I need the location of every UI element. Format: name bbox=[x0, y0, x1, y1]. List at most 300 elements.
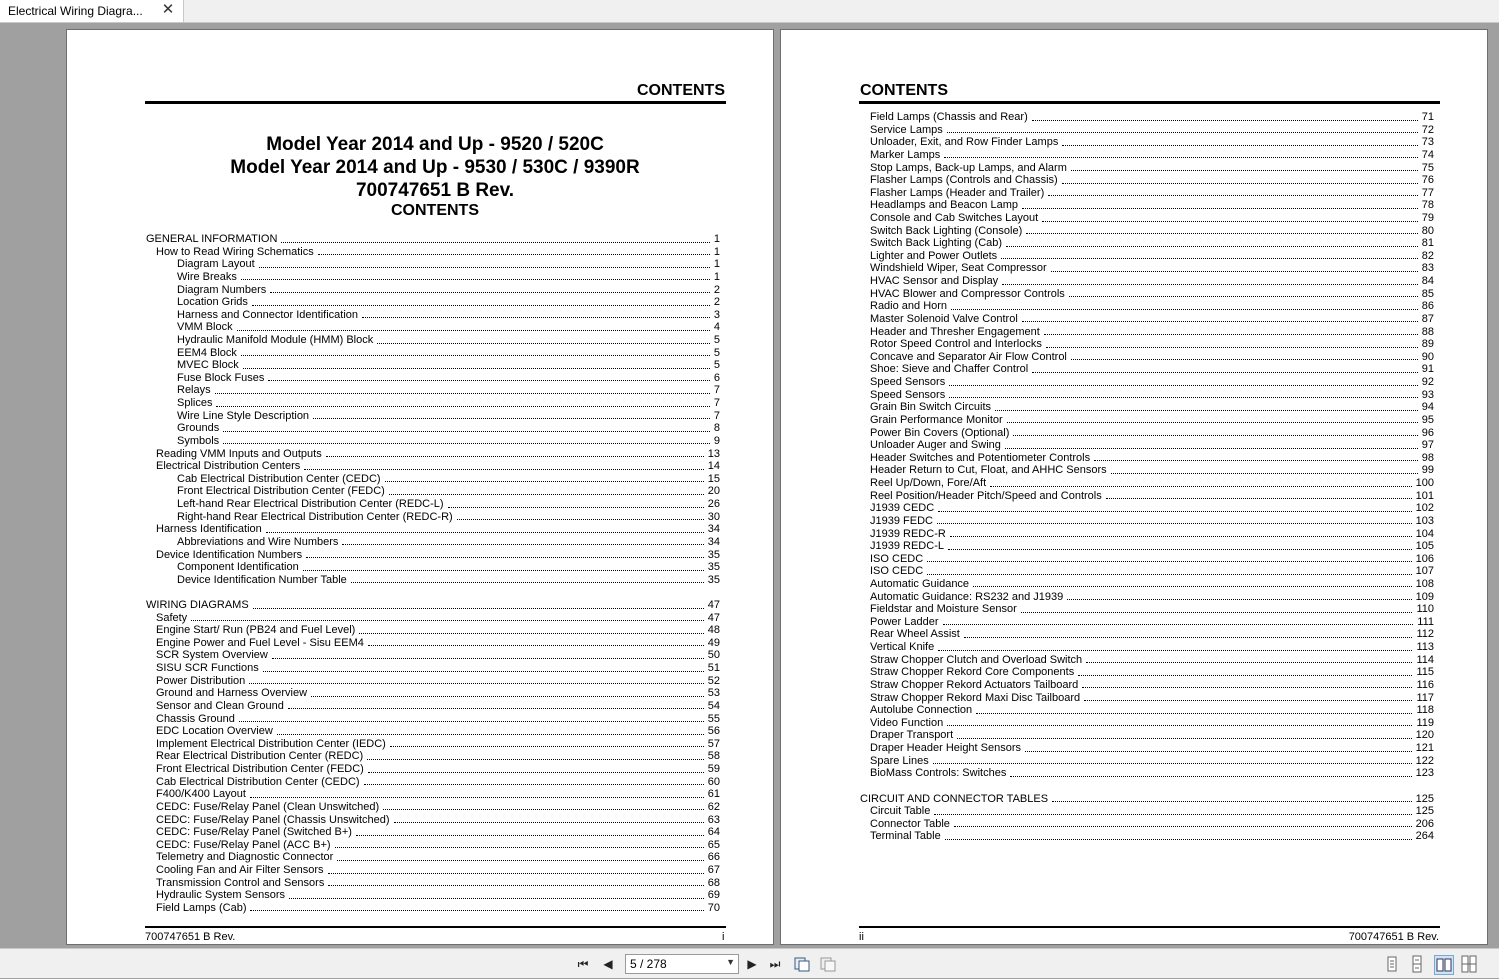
toc-entry-label: Electrical Distribution Centers bbox=[156, 460, 301, 473]
toc-leader bbox=[385, 481, 704, 482]
toc-entry[interactable] bbox=[156, 725, 720, 738]
toc-leader bbox=[243, 368, 710, 369]
toc-entry-label: Hydraulic System Sensors bbox=[156, 889, 285, 902]
toc-entry[interactable] bbox=[156, 839, 720, 852]
toc-entry[interactable] bbox=[870, 149, 1434, 162]
toc-entry-label: Field Lamps (Chassis and Rear) bbox=[870, 111, 1028, 123]
footer-page-number: ii bbox=[859, 931, 864, 943]
toc-entry[interactable] bbox=[156, 637, 720, 650]
toc-entry[interactable] bbox=[156, 814, 720, 827]
toc-entry[interactable] bbox=[870, 111, 1434, 124]
toc-entry-label: Straw Chopper Clutch and Overload Switch bbox=[870, 653, 1083, 666]
footer-rule bbox=[145, 926, 726, 928]
toc-entry[interactable] bbox=[146, 599, 720, 612]
toc-entry[interactable] bbox=[156, 460, 720, 473]
toc-entry-page: 87 bbox=[1421, 312, 1434, 325]
toc-leader bbox=[326, 456, 704, 457]
toc-leader bbox=[1025, 751, 1412, 752]
toc-leader bbox=[976, 713, 1412, 714]
toc-entry-page: 65 bbox=[707, 838, 720, 851]
page-number-select[interactable] bbox=[625, 954, 739, 974]
toc-entry-label: Fuse Block Fuses bbox=[177, 371, 265, 384]
toc-leader bbox=[1002, 284, 1418, 285]
toc-entry[interactable] bbox=[156, 889, 720, 902]
toc-entry-label: Cooling Fan and Air Filter Sensors bbox=[156, 864, 324, 876]
copy-icon[interactable] bbox=[793, 955, 811, 973]
toc-entry-label: WIRING DIAGRAMS bbox=[146, 599, 249, 611]
toc-entry[interactable] bbox=[870, 591, 1434, 604]
toc-entry-page: 47 bbox=[707, 599, 720, 611]
toc-entry[interactable] bbox=[156, 864, 720, 877]
toc-entry[interactable] bbox=[177, 498, 720, 511]
toc-leader bbox=[281, 242, 709, 243]
toc-entry-page: 74 bbox=[1421, 148, 1434, 161]
toc-entry[interactable] bbox=[177, 359, 720, 372]
toc-entry-label: Windshield Wiper, Seat Compressor bbox=[870, 262, 1047, 275]
page-right bbox=[780, 29, 1488, 945]
toc-entry-label: Grain Performance Monitor bbox=[870, 413, 1003, 426]
toc-entry[interactable] bbox=[177, 284, 720, 297]
page-left bbox=[66, 29, 774, 945]
toc-entry-label: CEDC: Fuse/Relay Panel (ACC B+) bbox=[156, 838, 331, 851]
toc-entry[interactable] bbox=[177, 435, 720, 448]
toc-entry-label: Chassis Ground bbox=[156, 712, 235, 725]
toc-entry[interactable] bbox=[177, 397, 720, 410]
toc-entry[interactable] bbox=[177, 384, 720, 397]
toc-entry-label: Radio and Horn bbox=[870, 300, 948, 313]
toc-leader bbox=[303, 570, 704, 571]
toc-entry[interactable] bbox=[870, 830, 1434, 843]
toc-entry-page: 1 bbox=[713, 270, 720, 283]
toc-entry[interactable] bbox=[870, 755, 1434, 768]
toc-entry[interactable] bbox=[177, 561, 720, 574]
toc-entry-label: Draper Header Height Sensors bbox=[870, 742, 1022, 754]
toc-leader bbox=[1032, 372, 1418, 373]
toc-entry-page: 63 bbox=[707, 813, 720, 826]
toc-entry-label: Circuit Table bbox=[870, 805, 931, 818]
toc-leader bbox=[216, 406, 709, 407]
toc-entry-page: 125 bbox=[1415, 792, 1434, 805]
toc-entry[interactable] bbox=[870, 389, 1434, 402]
toc-entry[interactable] bbox=[156, 624, 720, 637]
toc-entry-page: 26 bbox=[707, 498, 720, 510]
last-page-icon[interactable]: ⏭ bbox=[769, 957, 781, 971]
toc-entry[interactable] bbox=[870, 300, 1434, 313]
toc-entry-label: Lighter and Power Outlets bbox=[870, 249, 998, 262]
single-page-icon[interactable] bbox=[1383, 955, 1401, 973]
toc-entry[interactable] bbox=[870, 528, 1434, 541]
toc-entry[interactable] bbox=[870, 313, 1434, 326]
toc-entry-label: Fieldstar and Moisture Sensor bbox=[870, 603, 1017, 616]
toc-entry[interactable] bbox=[156, 549, 720, 562]
toc-entry[interactable] bbox=[870, 199, 1434, 212]
toc-leader bbox=[950, 536, 1412, 537]
toc-entry-label: HVAC Sensor and Display bbox=[870, 275, 999, 288]
toc-entry[interactable] bbox=[870, 553, 1434, 566]
toc-entry[interactable] bbox=[156, 246, 720, 259]
toc-leader bbox=[304, 469, 703, 470]
toc-entry[interactable] bbox=[870, 338, 1434, 351]
toc-entry[interactable] bbox=[870, 742, 1434, 755]
toc-entry-label: Abbreviations and Wire Numbers bbox=[177, 535, 339, 548]
toc-leader bbox=[337, 860, 703, 861]
toc-entry[interactable] bbox=[870, 275, 1434, 288]
toc-entry-page: 115 bbox=[1416, 666, 1434, 679]
toc-entry-label: SCR System Overview bbox=[156, 649, 268, 662]
toc-entry-page: 5 bbox=[713, 359, 720, 372]
document-title-block bbox=[145, 133, 725, 219]
toc-entry-page: 84 bbox=[1421, 275, 1434, 288]
toc-entry[interactable] bbox=[870, 692, 1434, 705]
toc-entry-label: Draper Transport bbox=[870, 729, 954, 742]
toc-entry-page: 123 bbox=[1415, 767, 1434, 780]
toc-entry[interactable] bbox=[156, 649, 720, 662]
paste-icon[interactable] bbox=[819, 955, 837, 973]
toc-entry[interactable] bbox=[177, 485, 720, 498]
toc-leader bbox=[1010, 776, 1411, 777]
toc-leader bbox=[318, 254, 710, 255]
toc-entry-page: 80 bbox=[1421, 224, 1434, 237]
toc-entry-label: Reel Up/Down, Fore/Aft bbox=[870, 477, 987, 489]
toc-entry[interactable] bbox=[156, 713, 720, 726]
toc-entry[interactable] bbox=[156, 788, 720, 801]
toc-entry[interactable] bbox=[870, 616, 1434, 629]
toc-entry[interactable] bbox=[870, 704, 1434, 717]
toc-leader bbox=[1052, 801, 1412, 802]
toc-entry-label: Diagram Numbers bbox=[177, 283, 267, 296]
next-page-icon[interactable]: ▶ bbox=[747, 957, 757, 971]
toc-entry[interactable] bbox=[870, 136, 1434, 149]
toc-entry[interactable] bbox=[156, 851, 720, 864]
toc-leader bbox=[270, 292, 710, 293]
toc-entry[interactable] bbox=[870, 666, 1434, 679]
toc-entry-page: 86 bbox=[1421, 300, 1434, 313]
toc-entry-page: 52 bbox=[707, 674, 720, 687]
toc-entry[interactable] bbox=[156, 902, 720, 915]
toc-entry[interactable] bbox=[156, 776, 720, 789]
toc-leader bbox=[1005, 448, 1418, 449]
toc-entry[interactable] bbox=[870, 212, 1434, 225]
toc-entry-label: Ground and Harness Overview bbox=[156, 687, 308, 700]
toc-leader bbox=[947, 132, 1418, 133]
toc-leader bbox=[927, 574, 1411, 575]
toc-entry-label: Autolube Connection bbox=[870, 704, 973, 717]
toc-leader bbox=[342, 544, 703, 545]
toc-entry-page: 122 bbox=[1415, 754, 1434, 767]
toc-entry[interactable] bbox=[870, 654, 1434, 667]
contents-subtitle: CONTENTS bbox=[391, 202, 479, 219]
toc-entry-page: 79 bbox=[1421, 212, 1434, 224]
toc-entry-label: Location Grids bbox=[177, 296, 248, 309]
toc-entry-page: 89 bbox=[1421, 338, 1434, 351]
toc-entry[interactable] bbox=[870, 414, 1434, 427]
toc-entry[interactable] bbox=[177, 334, 720, 347]
toc-entry[interactable] bbox=[156, 801, 720, 814]
toc-entry-label: Power Bin Covers (Optional) bbox=[870, 426, 1010, 439]
toc-entry-page: 62 bbox=[707, 800, 720, 813]
toc-entry-page: 20 bbox=[707, 485, 720, 498]
two-page-icon[interactable] bbox=[1434, 955, 1454, 975]
toc-entry[interactable] bbox=[870, 427, 1434, 440]
toc-entry[interactable] bbox=[870, 565, 1434, 578]
toc-leader bbox=[1026, 233, 1418, 234]
toc-entry-page: 105 bbox=[1415, 540, 1434, 553]
toc-entry[interactable] bbox=[156, 662, 720, 675]
title-line: 700747651 B Rev. bbox=[355, 180, 515, 201]
toc-entry[interactable] bbox=[870, 376, 1434, 389]
toc-entry-label: Header Return to Cut, Float, and AHHC Sensors bbox=[870, 464, 1107, 477]
toc-leader bbox=[973, 586, 1412, 587]
toc-entry-page: 102 bbox=[1415, 502, 1434, 515]
toc-leader bbox=[1046, 347, 1418, 348]
toc-leader bbox=[289, 898, 704, 899]
toc-entry[interactable] bbox=[156, 877, 720, 890]
toc-entry[interactable] bbox=[870, 603, 1434, 616]
toc-entry-label: Switch Back Lighting (Cab) bbox=[870, 237, 1003, 250]
toc-entry[interactable] bbox=[870, 679, 1434, 692]
toc-entry[interactable] bbox=[870, 805, 1434, 818]
toc-entry-label: ISO CEDC bbox=[870, 565, 924, 578]
toc-entry-label: Symbols bbox=[177, 434, 220, 447]
toc-entry-label: How to Read Wiring Schematics bbox=[156, 245, 314, 258]
toc-entry[interactable] bbox=[870, 124, 1434, 137]
toc-entry[interactable] bbox=[156, 448, 720, 461]
header-rule bbox=[859, 101, 1440, 104]
toc-entry[interactable] bbox=[177, 347, 720, 360]
toc-entry[interactable] bbox=[156, 687, 720, 700]
header-rule bbox=[145, 101, 726, 104]
toc-entry-page: 112 bbox=[1416, 628, 1434, 641]
toc-entry[interactable] bbox=[870, 477, 1434, 490]
toc-leader bbox=[306, 557, 704, 558]
toc-entry[interactable] bbox=[156, 700, 720, 713]
toc-entry-page: 13 bbox=[707, 447, 720, 460]
toc-entry[interactable] bbox=[870, 767, 1434, 780]
toc-entry-label: Cab Electrical Distribution Center (CEDC) bbox=[156, 775, 360, 788]
toc-entry-label: Device Identification Number Table bbox=[177, 573, 347, 586]
toc-entry-label: Straw Chopper Rekord Core Components bbox=[870, 666, 1075, 679]
toc-entry[interactable] bbox=[177, 410, 720, 423]
toc-entry-label: Unloader, Exit, and Row Finder Lamps bbox=[870, 136, 1059, 149]
toc-entry[interactable] bbox=[870, 490, 1434, 503]
toc-entry-label: Grounds bbox=[177, 422, 220, 435]
toc-leader bbox=[241, 279, 710, 280]
toc-entry-label: Terminal Table bbox=[870, 830, 941, 843]
toc-entry[interactable] bbox=[177, 372, 720, 385]
toc-leader bbox=[362, 317, 710, 318]
tab-bar bbox=[0, 0, 1499, 23]
document-tab[interactable] bbox=[0, 0, 184, 22]
toc-entry-label: Rotor Speed Control and Interlocks bbox=[870, 338, 1042, 351]
toc-leader bbox=[990, 486, 1411, 487]
toc-entry[interactable] bbox=[177, 321, 720, 334]
tab-title: Electrical Wiring Diagra... bbox=[8, 4, 143, 18]
toc-entry-label: Diagram Layout bbox=[177, 258, 255, 271]
toc-leader bbox=[937, 523, 1412, 524]
toc-entry-page: 9 bbox=[713, 434, 720, 447]
toc-entry-label: Master Solenoid Valve Control bbox=[870, 312, 1018, 325]
toc-entry-label: Front Electrical Distribution Center (FEDC) bbox=[156, 763, 364, 775]
toc-entry-page: 55 bbox=[707, 712, 720, 725]
toc-entry-page: 1 bbox=[713, 245, 720, 258]
toc-leader bbox=[1086, 662, 1412, 663]
toc-entry[interactable] bbox=[146, 233, 720, 246]
navigation-bar bbox=[0, 948, 1499, 978]
toc-leader bbox=[1111, 473, 1418, 474]
toc-entry-label: J1939 REDC-L bbox=[870, 540, 944, 553]
toc-entry-label: Header Switches and Potentiometer Controls bbox=[870, 451, 1091, 464]
toc-leader bbox=[277, 734, 704, 735]
toc-entry-page: 118 bbox=[1416, 704, 1434, 717]
toc-entry-label: F400/K400 Layout bbox=[156, 788, 246, 801]
toc-entry-label: BioMass Controls: Switches bbox=[870, 767, 1007, 780]
toc-entry-label: EDC Location Overview bbox=[156, 725, 273, 738]
toc-entry-page: 8 bbox=[713, 422, 720, 435]
toc-leader bbox=[311, 696, 704, 697]
toc-entry-label: Headlamps and Beacon Lamp bbox=[870, 199, 1018, 212]
toc-entry-page: 35 bbox=[707, 561, 720, 574]
toc-leader bbox=[945, 839, 1412, 840]
toc-leader bbox=[390, 746, 704, 747]
toc-entry-page: 7 bbox=[713, 409, 720, 422]
footer-rule bbox=[859, 926, 1440, 928]
toc-entry[interactable] bbox=[177, 574, 720, 587]
toc-entry-page: 47 bbox=[707, 611, 720, 624]
first-page-icon[interactable]: ⏮ bbox=[577, 957, 589, 971]
toc-entry-page: 76 bbox=[1421, 174, 1434, 187]
toc-leader bbox=[949, 385, 1418, 386]
toc-entry[interactable] bbox=[870, 729, 1434, 742]
toc-entry[interactable] bbox=[870, 187, 1434, 200]
toc-entry-page: 81 bbox=[1421, 237, 1434, 250]
two-page-continuous-icon[interactable] bbox=[1460, 955, 1478, 973]
toc-entry[interactable] bbox=[870, 363, 1434, 376]
page-header: CONTENTS bbox=[637, 82, 725, 99]
page-header: CONTENTS bbox=[860, 82, 948, 99]
toc-entry[interactable] bbox=[177, 473, 720, 486]
toc-entry[interactable] bbox=[870, 174, 1434, 187]
toc-entry-label: Relays bbox=[177, 384, 211, 397]
toc-entry[interactable] bbox=[870, 250, 1434, 263]
toc-entry-label: Console and Cab Switches Layout bbox=[870, 212, 1039, 224]
toc-entry-label: Rear Wheel Assist bbox=[870, 628, 960, 641]
toc-leader bbox=[457, 519, 704, 520]
toc-entry[interactable] bbox=[177, 309, 720, 322]
toc-entry[interactable] bbox=[156, 763, 720, 776]
toc-entry[interactable] bbox=[870, 502, 1434, 515]
toc-entry-label: Video Function bbox=[870, 716, 944, 729]
toc-entry-label: Vertical Knife bbox=[870, 641, 935, 653]
toc-entry-page: 106 bbox=[1415, 552, 1434, 565]
toc-entry[interactable] bbox=[870, 237, 1434, 250]
toc-leader bbox=[944, 157, 1417, 158]
toc-entry[interactable] bbox=[177, 271, 720, 284]
toc-entry-page: 1 bbox=[713, 233, 720, 245]
toc-entry[interactable] bbox=[177, 296, 720, 309]
toc-entry-label: Sensor and Clean Ground bbox=[156, 699, 284, 712]
toc-entry-label: Harness and Connector Identification bbox=[177, 308, 358, 321]
toc-entry[interactable] bbox=[870, 225, 1434, 238]
toc-entry-label: MVEC Block bbox=[177, 359, 239, 372]
prev-page-icon[interactable]: ◀ bbox=[603, 957, 613, 971]
toc-leader bbox=[383, 809, 704, 810]
toc-entry[interactable] bbox=[870, 540, 1434, 553]
toc-entry[interactable] bbox=[870, 464, 1434, 477]
toc-leader bbox=[328, 873, 704, 874]
toc-entry[interactable] bbox=[870, 162, 1434, 175]
toc-entry[interactable] bbox=[870, 818, 1434, 831]
toc-entry-label: Connector Table bbox=[870, 817, 950, 830]
toc-entry[interactable] bbox=[870, 628, 1434, 641]
toc-entry[interactable] bbox=[156, 612, 720, 625]
toc-entry-page: 88 bbox=[1421, 325, 1434, 338]
toc-leader bbox=[938, 511, 1411, 512]
toc-leader bbox=[272, 658, 704, 659]
toc-leader bbox=[1013, 435, 1417, 436]
toc-entry[interactable] bbox=[870, 351, 1434, 364]
toc-entry-label: Wire Line Style Description bbox=[177, 409, 310, 422]
toc-leader bbox=[359, 633, 703, 634]
toc-entry[interactable] bbox=[870, 578, 1434, 591]
toc-entry[interactable] bbox=[156, 738, 720, 751]
toc-leader bbox=[1007, 422, 1418, 423]
toc-entry[interactable] bbox=[870, 452, 1434, 465]
toc-entry-page: 99 bbox=[1421, 464, 1434, 477]
toc-entry-page: 110 bbox=[1416, 603, 1434, 616]
toc-entry-page: 57 bbox=[707, 737, 720, 750]
chevron-down-icon[interactable]: ▼ bbox=[726, 957, 735, 967]
toc-entry-label: Reading VMM Inputs and Outputs bbox=[156, 447, 322, 460]
toc-entry[interactable] bbox=[177, 536, 720, 549]
toc-entry[interactable] bbox=[156, 826, 720, 839]
toc-leader bbox=[948, 549, 1412, 550]
toc-entry[interactable] bbox=[156, 675, 720, 688]
toc-entry-page: 206 bbox=[1415, 817, 1434, 830]
toc-entry[interactable] bbox=[870, 515, 1434, 528]
toc-entry-page: 73 bbox=[1421, 136, 1434, 149]
toc-entry[interactable] bbox=[870, 326, 1434, 339]
toc-entry-label: GENERAL INFORMATION bbox=[146, 233, 278, 245]
toc-entry[interactable] bbox=[860, 793, 1434, 806]
toc-entry[interactable] bbox=[870, 401, 1434, 414]
toc-entry[interactable] bbox=[156, 750, 720, 763]
toc-leader bbox=[934, 814, 1411, 815]
toc-entry[interactable] bbox=[870, 439, 1434, 452]
toc-entry-page: 72 bbox=[1421, 123, 1434, 136]
toc-entry[interactable] bbox=[870, 288, 1434, 301]
close-icon[interactable]: ✕ bbox=[161, 1, 175, 18]
toc-entry[interactable] bbox=[870, 717, 1434, 730]
toc-entry-page: 64 bbox=[707, 826, 720, 839]
toc-entry-page: 56 bbox=[707, 725, 720, 738]
continuous-page-icon[interactable] bbox=[1408, 955, 1426, 973]
toc-entry[interactable] bbox=[870, 262, 1434, 275]
toc-entry-page: 61 bbox=[707, 788, 720, 801]
toc-entry-page: 4 bbox=[713, 321, 720, 334]
toc-entry[interactable] bbox=[177, 511, 720, 524]
toc-entry[interactable] bbox=[870, 641, 1434, 654]
toc-entry-label: Shoe: Sieve and Chaffer Control bbox=[870, 363, 1029, 376]
toc-entry-label: SISU SCR Functions bbox=[156, 662, 259, 675]
toc-entry-page: 7 bbox=[713, 384, 720, 397]
toc-entry-page: 53 bbox=[707, 687, 720, 700]
toc-entry[interactable] bbox=[177, 422, 720, 435]
toc-leader bbox=[288, 708, 704, 709]
title-line: Model Year 2014 and Up - 9530 / 530C / 9390R bbox=[230, 157, 640, 178]
toc-entry[interactable] bbox=[156, 523, 720, 536]
toc-leader bbox=[947, 725, 1412, 726]
toc-entry[interactable] bbox=[177, 258, 720, 271]
